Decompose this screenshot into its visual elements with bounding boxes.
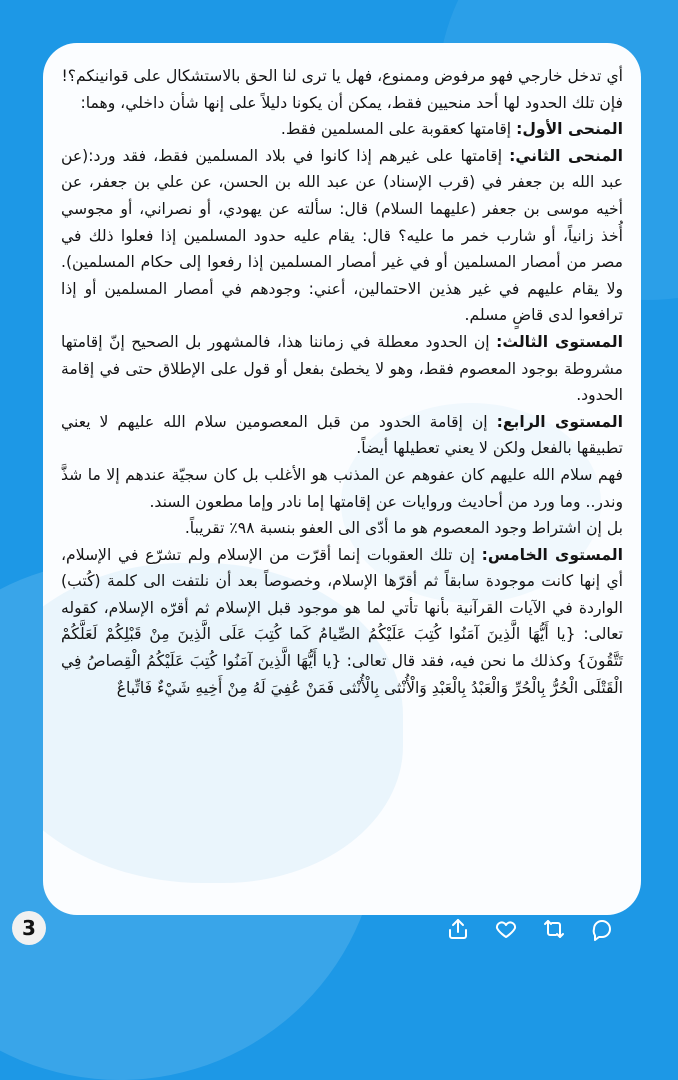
- paragraph-label: المستوى الخامس:: [481, 545, 623, 564]
- page-number-badge: 3: [12, 911, 46, 945]
- share-icon[interactable]: [446, 917, 470, 941]
- paragraph-text: فإن تلك الحدود لها أحد منحيين فقط، يمكن أن يكونا دليلاً على إنها شأن داخلي، وهما:: [80, 93, 623, 112]
- paragraph: [61, 329, 623, 409]
- paragraph: [61, 63, 623, 90]
- paragraph: [61, 462, 623, 515]
- paragraph: [61, 409, 623, 462]
- reply-icon[interactable]: [590, 917, 614, 941]
- paragraph-text: إقامتها كعقوبة على المسلمين فقط.: [280, 120, 517, 139]
- paragraph: [61, 515, 623, 542]
- paragraph-label: المستوى الرابع:: [496, 412, 623, 431]
- paragraph: [61, 90, 623, 117]
- document-body: [61, 63, 623, 701]
- paragraph: [61, 542, 623, 702]
- like-heart-icon[interactable]: [494, 917, 518, 941]
- paragraph-text: إن الحدود معطلة في زماننا هذا، فالمشهور بل الصحيح إنّ إقامتها مشروطة بوجود المعصوم فقط، وهو لا يخطئ بفعل أو قول على الإطلاق حتى في إقامة الحدود.: [61, 332, 623, 405]
- action-bar: [446, 917, 614, 941]
- paragraph-text: إقامتها على غيرهم إذا كانوا في بلاد المسلمين فقط، فقد ورد:(عن عبد الله بن جعفر في (قرب الإسناد) عن عبد الله بن الحسن، عن علي بن جعفر، عن أخيه موسى بن جعفر (عليهما السلام) قال: سألته عن يهودي، أو نصراني، أو مجوسي أُخذ زانياً، أو شارب خمر ما عليه؟ قال: يقام عليه حدود المسلمين إذا فعلوا ذلك في مصر من أمصار المسلمين أو في غير أمصار المسلمين إذا رفعوا إلى حكام المسلمين). ولا يقام عليهم في غير هذين الاحتمالين، أعني: وجودهم في أمصار المسلمين أو إذا ترافعوا لدى قاضٍ مسلم.: [61, 146, 623, 325]
- paragraph: [61, 143, 623, 329]
- paragraph-text: إن تلك العقوبات إنما أقرّت من الإسلام ولم تشرّع في الإسلام، أي إنها كانت موجودة سابقاً ثم أقرّها الإسلام، وخصوصاً بعد أن نلتفت الى كلمة (كُتب) الواردة في الآيات القرآنية بأنها تأتي لما هو موجود قبل الإسلام ثم أقرّه الإسلام، كقوله تعالى: {يا أَيُّهَا الَّذِينَ آمَنُوا كُتِبَ عَلَيْكُمُ الصِّيامُ كَما كُتِبَ عَلَى الَّذِينَ مِنْ قَبْلِكُمْ لَعَلَّكُمْ تَتَّقُونَ} وكذلك ما نحن فيه، فقد قال تعالى: {يا أَيُّهَا الَّذِينَ آمَنُوا كُتِبَ عَلَيْكُمُ الْقِصاصُ فِي الْقَتْلَى الْحُرُّ بِالْحُرِّ وَالْعَبْدُ بِالْعَبْدِ وَالْأُنْثى بِالْأُنْثى فَمَنْ عُفِيَ لَهُ مِنْ أَخِيهِ شَيْءٌ فَاتِّباعٌ: [61, 545, 623, 697]
- retweet-icon[interactable]: [542, 917, 566, 941]
- paragraph-text: بل إن اشتراط وجود المعصوم هو ما أدّى الى العفو بنسبة ٩٨٪ تقريباً.: [184, 519, 623, 538]
- paragraph-text: إن إقامة الحدود من قبل المعصومين سلام الله عليهم لا يعني تطبيقها بالفعل ولكن لا يعني تعطيلها أيضاً.: [61, 412, 623, 458]
- paragraph-label: المنحى الأول:: [516, 120, 623, 139]
- paragraph-label: المستوى الثالث:: [496, 332, 623, 351]
- paragraph-label: المنحى الثاني:: [509, 146, 623, 165]
- paragraph-text: فهم سلام الله عليهم كان عفوهم عن المذنب هو الأغلب بل كان سجيّة عندهم إلا ما شذَّ وندر.. وما ورد من أحاديث وروايات عن إقامتها إما نادر وإما مطعون السند.: [61, 465, 623, 511]
- document-card: [43, 43, 641, 915]
- paragraph-text: أي تدخل خارجي فهو مرفوض وممنوع، فهل يا ترى لنا الحق بالاستشكال على قوانينكم؟!: [61, 67, 623, 85]
- paragraph: [61, 116, 623, 143]
